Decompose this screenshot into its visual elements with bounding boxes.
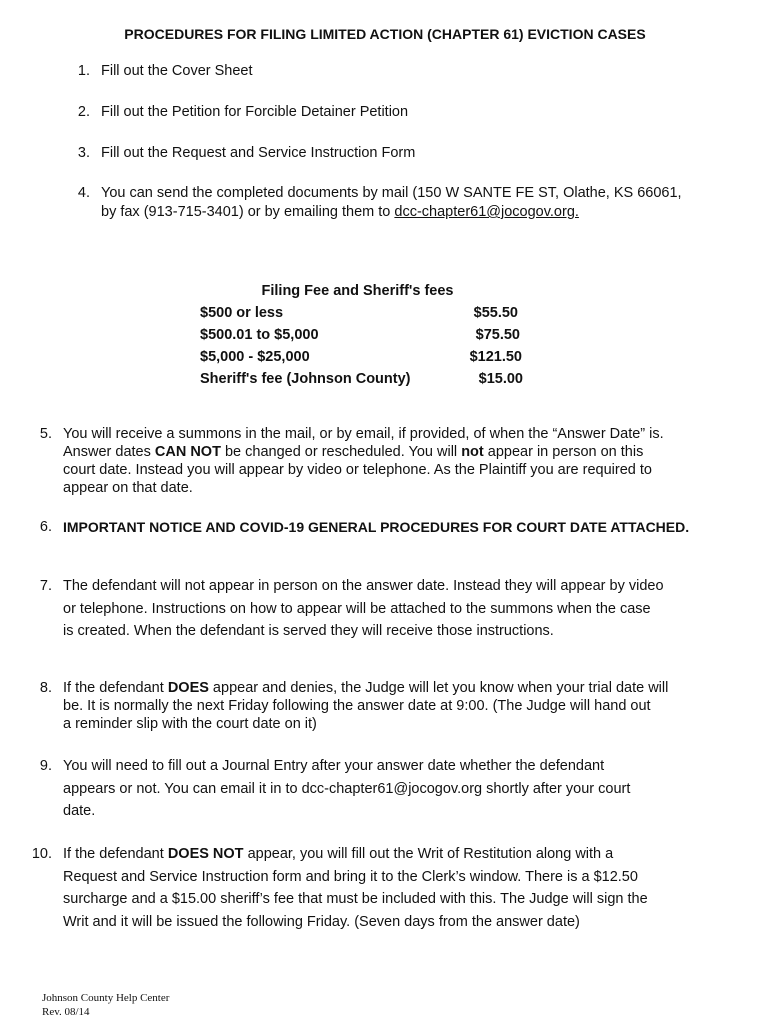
step-text-line: You will receive a summons in the mail, or by email, if provided, of when the “Answer Date” is.: [63, 426, 664, 442]
step-number: 9.: [39, 758, 52, 774]
emphasis-text: DOES NOT: [167, 846, 244, 862]
step-text-line: The defendant will not appear in person on the answer date. Instead they will appear by video: [63, 578, 664, 594]
fees-table: [200, 280, 530, 390]
step-number: 1.: [77, 63, 90, 79]
step-number: 3.: [77, 145, 90, 161]
step-number: 4.: [77, 185, 90, 201]
step-text-line: date.: [63, 803, 96, 819]
step-text-line: appear on that date.: [63, 480, 193, 496]
step-text-line: is created. When the defendant is served they will receive those instructions.: [63, 623, 554, 639]
footer: [42, 991, 169, 1019]
emphasis-text: not: [461, 444, 484, 460]
step-text-part: If the defendant: [63, 846, 168, 862]
step-text-line: by fax (913-715-3401) or by emailing them to: [101, 204, 395, 220]
step-text-part: appear, you will fill out the Writ of Restitution along with a: [243, 846, 614, 862]
fee-row: [200, 324, 530, 346]
step-text: Fill out the Cover Sheet: [101, 63, 253, 79]
step-number: 2.: [77, 104, 90, 120]
step-text-part: Answer dates: [63, 444, 155, 460]
step-text-line: You can send the completed documents by mail (150 W SANTE FE ST, Olathe, KS 66061,: [101, 185, 682, 201]
step-text-line: or telephone. Instructions on how to appear will be attached to the summons when the case: [63, 600, 651, 617]
footer-revision: Rev. 08/14: [42, 1006, 90, 1018]
fee-label: Sheriff's fee (Johnson County): [200, 371, 411, 387]
step-text-line: Request and Service Instruction form and bring it to the Clerk’s window. There is a $12.50: [63, 868, 638, 885]
step-text-line: a reminder slip with the court date on it): [63, 716, 317, 732]
step-text-line: appears or not. You can email it in to dcc-chapter61@jocogov.org shortly after your court: [63, 780, 631, 797]
email-link[interactable]: dcc-chapter61@jocogov.org.: [394, 204, 579, 220]
step-number: 7.: [39, 578, 52, 594]
emphasis-text: CAN NOT: [154, 444, 221, 460]
step-number: 8.: [39, 680, 52, 696]
page-title: PROCEDURES FOR FILING LIMITED ACTION (CHAPTER 61) EVICTION CASES: [124, 26, 646, 42]
fee-amount: $121.50: [469, 349, 522, 365]
fee-amount: $15.00: [478, 371, 523, 387]
step-text: Fill out the Request and Service Instruction Form: [101, 145, 416, 161]
fee-amount: $55.50: [473, 305, 518, 321]
fee-label: $500.01 to $5,000: [200, 327, 319, 343]
step-number: 6.: [39, 519, 52, 535]
step-number: 5.: [39, 426, 52, 442]
step-text-part: If the defendant: [63, 680, 168, 696]
step-text-line: You will need to fill out a Journal Entry after your answer date whether the defendant: [63, 758, 605, 774]
fee-amount: $75.50: [475, 327, 520, 343]
step-text-line: be. It is normally the next Friday following the answer date at 9:00. (The Judge will hand out: [63, 698, 651, 714]
footer-org: Johnson County Help Center: [42, 992, 170, 1004]
fee-row: [200, 346, 530, 368]
fee-row: [200, 368, 530, 390]
emphasis-text: DOES: [167, 680, 209, 696]
fees-title: Filing Fee and Sheriff's fees: [261, 283, 454, 299]
fee-label: $5,000 - $25,000: [200, 349, 310, 365]
important-notice: IMPORTANT NOTICE AND COVID-19 GENERAL PROCEDURES FOR COURT DATE ATTACHED.: [63, 519, 690, 535]
step-text-part: appear and denies, the Judge will let you know when your trial date will: [208, 680, 669, 696]
step-text-line: court date. Instead you will appear by video or telephone. As the Plaintiff you are required to: [63, 462, 652, 478]
step-text-line: Writ and it will be issued the following Friday. (Seven days from the answer date): [63, 913, 580, 930]
step-text: Fill out the Petition for Forcible Detainer Petition: [101, 104, 409, 120]
fee-row: [200, 302, 530, 324]
step-number: 10.: [31, 846, 52, 862]
step-text-line: surcharge and a $15.00 sheriff’s fee that must be included with this. The Judge will sign the: [63, 891, 648, 907]
fee-label: $500 or less: [200, 305, 284, 321]
step-text-part: appear in person on this: [483, 444, 644, 460]
step-text-part: be changed or rescheduled. You will: [220, 444, 462, 460]
